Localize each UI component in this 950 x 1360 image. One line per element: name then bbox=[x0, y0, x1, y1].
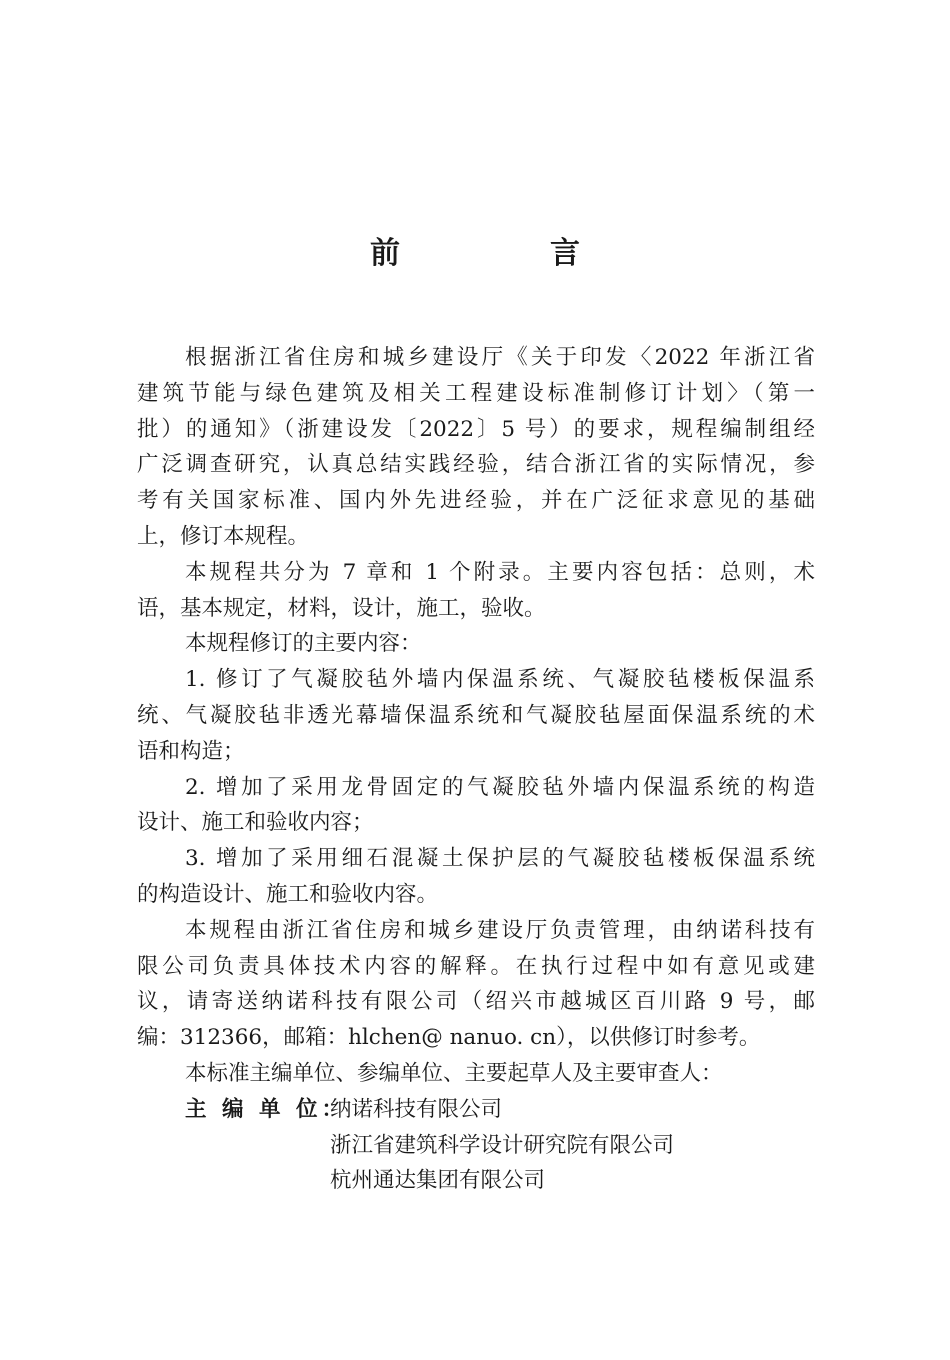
page-title: 前 言 bbox=[370, 236, 640, 271]
chief-unit-name-2: 浙江省建筑科学设计研究院有限公司 bbox=[330, 1132, 675, 1158]
paragraph-4-line-2: 统、气凝胶毡非透光幕墙保温系统和气凝胶毡屋面保温系统的术 bbox=[137, 702, 815, 728]
chief-unit-row-1 bbox=[137, 1092, 815, 1128]
preface-body bbox=[137, 340, 815, 1199]
paragraph-1-line-6: 上，修订本规程。 bbox=[137, 523, 310, 549]
paragraph-2-line-1: 本规程共分为 7 章和 1 个附录。主要内容包括：总则，术 bbox=[185, 559, 815, 585]
chief-unit-row-2 bbox=[137, 1128, 815, 1164]
paragraph-1-line-3: 批）的通知》（浙建设发〔2022〕5 号）的要求，规程编制组经 bbox=[137, 416, 815, 442]
paragraph-5-line-2: 设计、施工和验收内容； bbox=[137, 810, 374, 836]
paragraph-1-line-5: 考有关国家标准、国内外先进经验，并在广泛征求意见的基础 bbox=[137, 488, 815, 514]
paragraph-4-line-3: 语和构造； bbox=[137, 738, 245, 764]
chief-units-label: 主 编 单 位： bbox=[185, 1096, 347, 1122]
paragraph-7-line-4: 编：312366，邮箱：hlchen@ nanuo. cn），以供修订时参考。 bbox=[137, 1025, 761, 1051]
chief-unit-name-3: 杭州通达集团有限公司 bbox=[330, 1168, 546, 1194]
paragraph-3-line-1: 本规程修订的主要内容： bbox=[185, 631, 422, 657]
chief-unit-row-3 bbox=[137, 1163, 815, 1199]
paragraph-4-line-1: 1. 修订了气凝胶毡外墙内保温系统、气凝胶毡楼板保温系 bbox=[185, 667, 815, 693]
paragraph-8-line-1: 本标准主编单位、参编单位、主要起草人及主要审查人： bbox=[185, 1060, 723, 1086]
paragraph-6-line-2: 的构造设计、施工和验收内容。 bbox=[137, 881, 439, 907]
paragraph-7-line-3: 议，请寄送纳诺科技有限公司（绍兴市越城区百川路 9 号，邮 bbox=[137, 989, 815, 1015]
paragraph-1-line-1: 根据浙江省住房和城乡建设厅《关于印发〈2022 年浙江省 bbox=[185, 345, 815, 370]
paragraph-2-line-2: 语，基本规定，材料，设计，施工，验收。 bbox=[137, 595, 546, 621]
paragraph-1-line-2: 建筑节能与绿色建筑及相关工程建设标准制修订计划〉（第一 bbox=[137, 380, 815, 406]
paragraph-5-line-1: 2. 增加了采用龙骨固定的气凝胶毡外墙内保温系统的构造 bbox=[185, 774, 815, 800]
paragraph-1-line-4: 广泛调查研究，认真总结实践经验，结合浙江省的实际情况，参 bbox=[137, 452, 815, 478]
paragraph-7-line-2: 限公司负责具体技术内容的解释。在执行过程中如有意见或建 bbox=[137, 953, 815, 979]
paragraph-7-line-1: 本规程由浙江省住房和城乡建设厅负责管理，由纳诺科技有 bbox=[185, 917, 815, 943]
paragraph-6-line-1: 3. 增加了采用细石混凝土保护层的气凝胶毡楼板保温系统 bbox=[185, 846, 815, 872]
chief-unit-name-1: 纳诺科技有限公司 bbox=[330, 1096, 503, 1122]
